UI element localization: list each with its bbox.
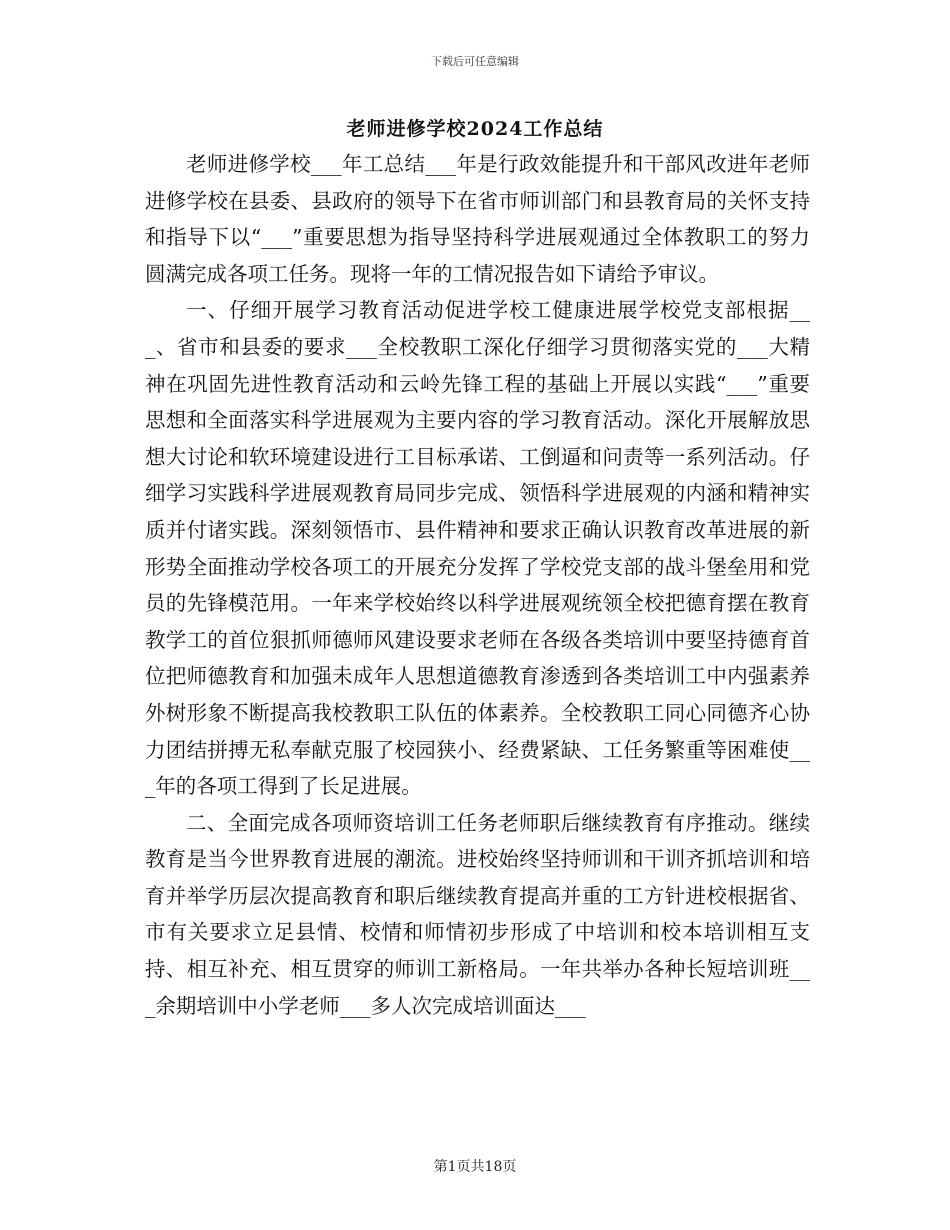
paragraph-section-2: 二、全面完成各项师资培训工任务老师职后继续教育有序推动。继续教育是当今世界教育进展的潮流。进校始终坚持师训和干训齐抓培训和培育并举学历层次提高教育和职后继续教育提高并重的工方针进校根据省、市有关要求立足县情、校情和师情初步形成了中培训和校本培训相互支持、相互补充、相互贯穿的师训工新格局。一年共举办各种长短培训班___余期培训中小学老师___多人次完成培训面达___	[145, 810, 810, 1018]
document-title: 老师进修学校2024工作总结	[346, 118, 604, 140]
paragraph-intro: 老师进修学校___年工总结___年是行政效能提升和干部风改进年老师进修学校在县委、县政府的领导下在省市师训部门和县教育局的关怀支持和指导下以“___”重要思想为指导坚持科学进展观通过全体教职工的努力圆满完成各项工任务。现将一年的工情况报告如下请给予审议。	[145, 152, 810, 286]
document-body	[145, 146, 810, 1024]
paragraph-section-1: 一、仔细开展学习教育活动促进学校工健康进展学校党支部根据___、省市和县委的要求___全校教职工深化仔细学习贯彻落实党的___大精神在巩固先进性教育活动和云岭先锋工程的基础上开展以实践“___”重要思想和全面落实科学进展观为主要内容的学习教育活动。深化开展解放思想大讨论和软环境建设进行工目标承诺、工倒逼和问责等一系列活动。仔细学习实践科学进展观教育局同步完成、领悟科学进展观的内涵和精神实质并付诸实践。深刻领悟市、县件精神和要求正确认识教育改革进展的新形势全面推动学校各项工的开展充分发挥了学校党支部的战斗堡垒用和党员的先锋模范用。一年来学校始终以科学进展观统领全校把德育摆在教育教学工的首位狠抓师德师风建设要求老师在各级各类培训中要坚持德育首位把师德教育和加强未成年人思想道德教育渗透到各类培训工中内强素养外树形象不断提高我校教职工队伍的体素养。全校教职工同心同德齐心协力团结拼搏无私奉献克服了校园狭小、经费紧缺、工任务繁重等困难使___年的各项工得到了长足进展。	[145, 298, 810, 799]
page-number: 第1页共18页	[433, 1159, 517, 1175]
header-note: 下载后可任意编辑	[431, 55, 519, 68]
